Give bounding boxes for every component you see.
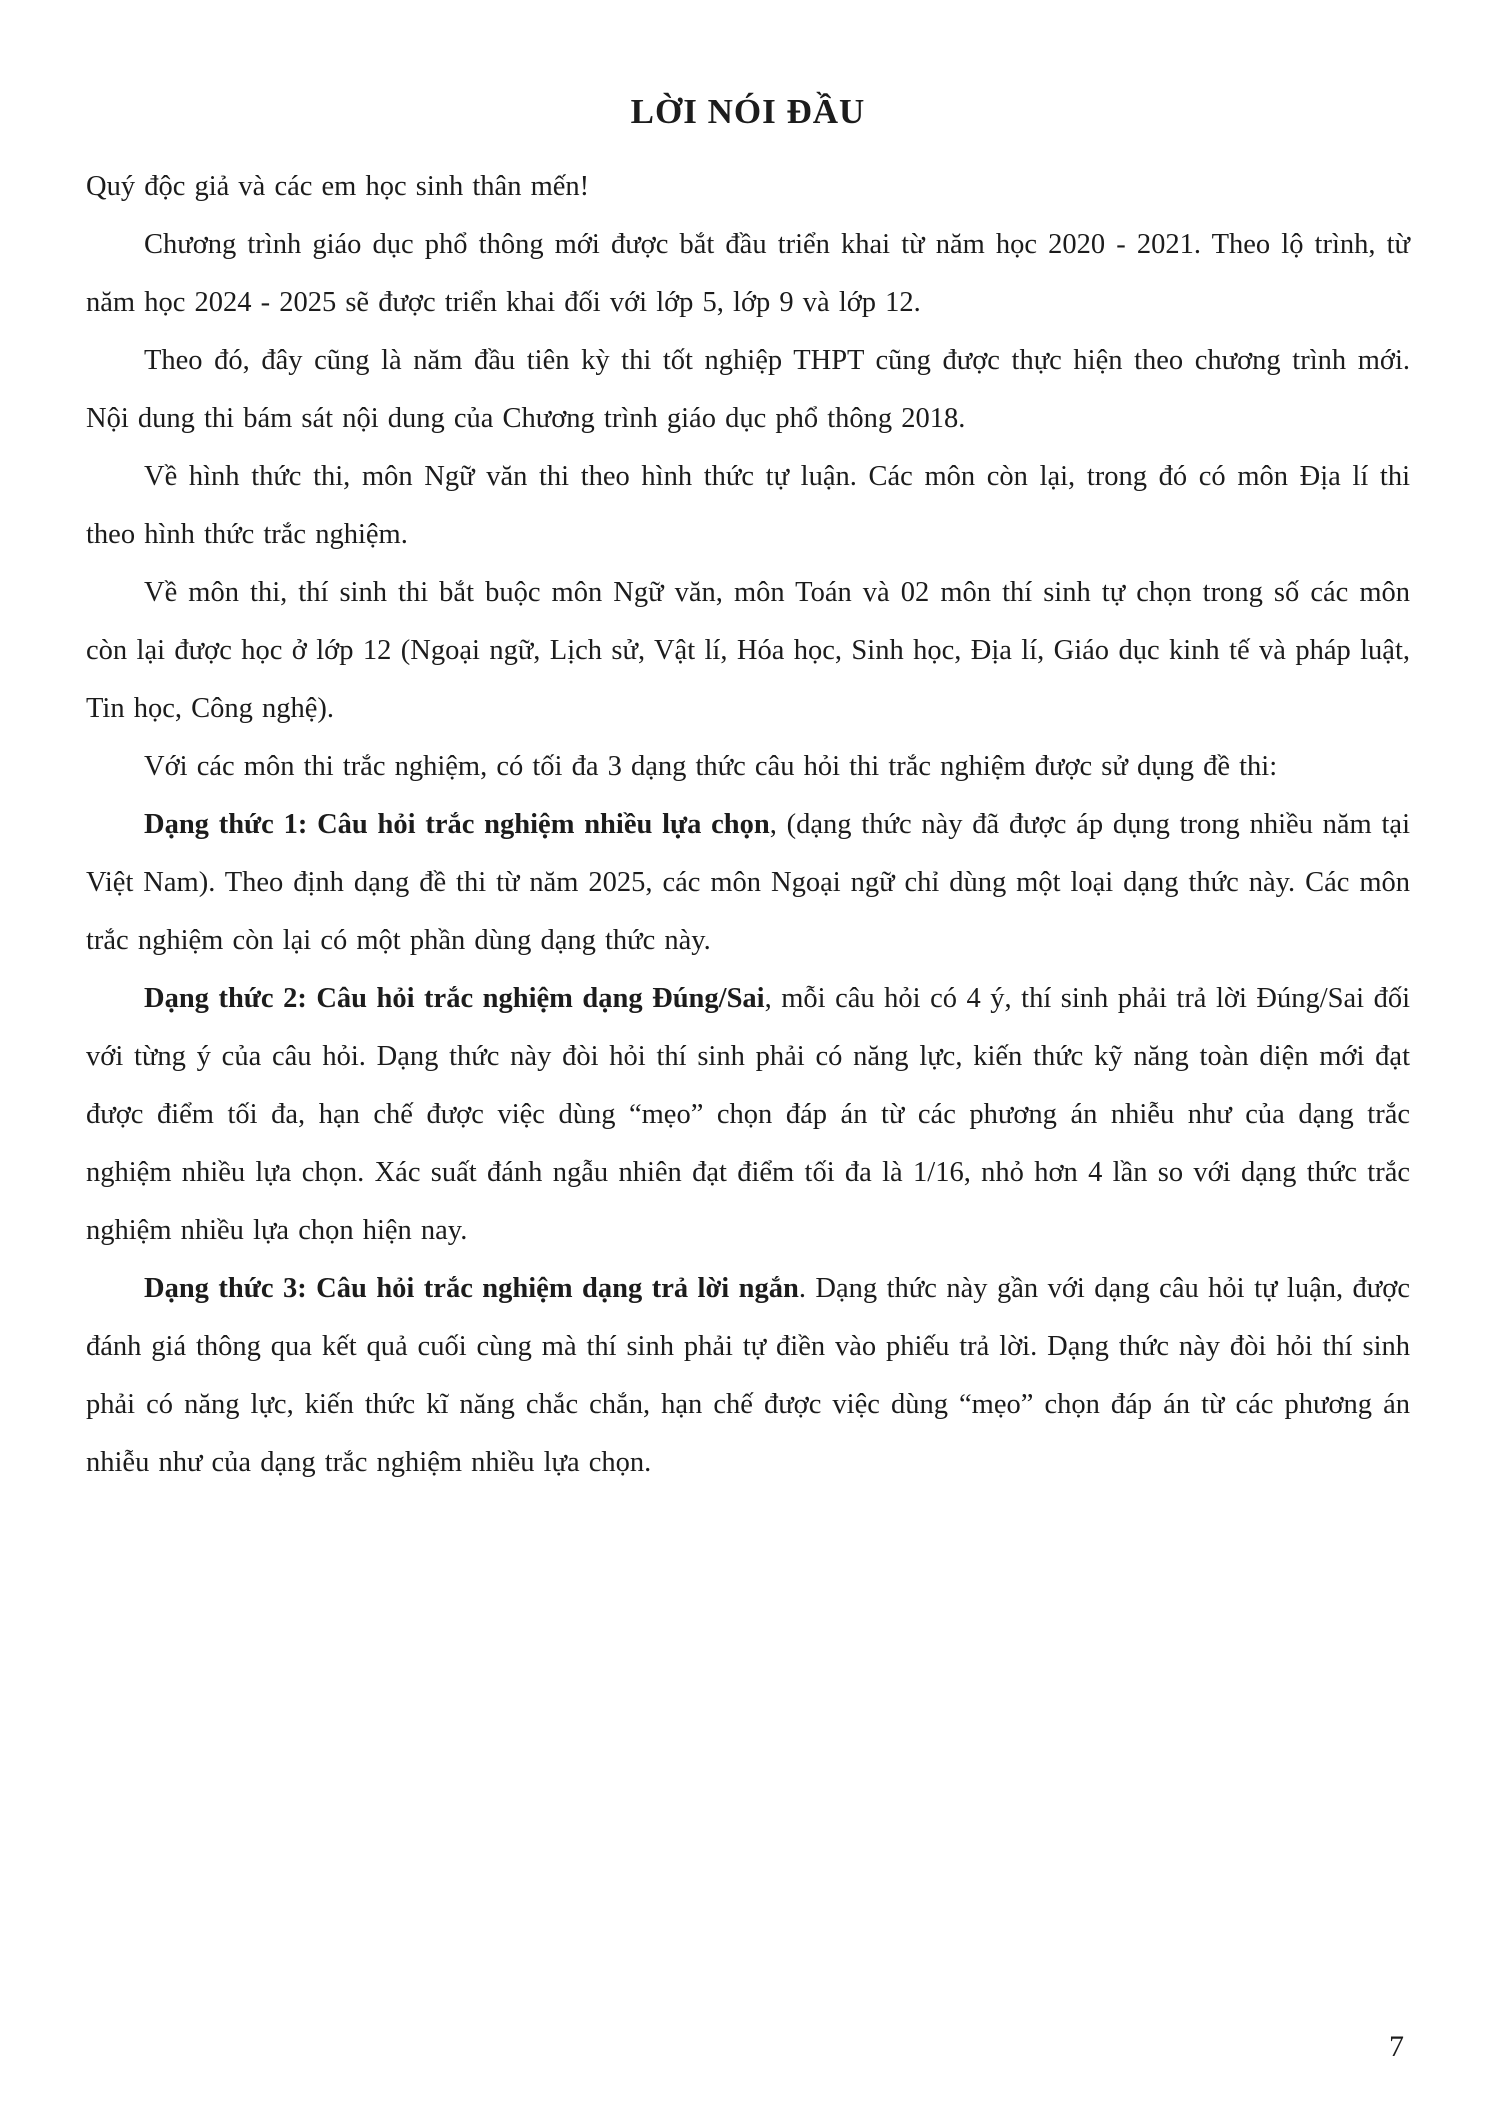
page-number: 7 <box>1389 2030 1404 2063</box>
paragraph <box>86 332 1410 448</box>
paragraph <box>86 448 1410 564</box>
paragraph <box>86 738 1410 796</box>
paragraph-format-3 <box>86 1260 1410 1492</box>
paragraph-lead-bold: Dạng thức 1: Câu hỏi trắc nghiệm nhiều lựa chọn <box>144 809 770 840</box>
paragraph-text: Về hình thức thi, môn Ngữ văn thi theo hình thức tự luận. Các môn còn lại, trong đó có môn Địa lí thi theo hình thức trắc nghiệm. <box>86 461 1410 550</box>
paragraph-greeting <box>86 158 1410 216</box>
paragraph-text: Quý độc giả và các em học sinh thân mến! <box>86 171 590 202</box>
paragraph-text: , (dạng thức này đã được áp dụng trong nhiều năm tại Việt Nam). Theo định dạng đề thi từ năm 2025, các môn Ngoại ngữ chỉ dùng một loại dạng thức này. Các môn trắc nghiệm còn lại có một phần dùng dạng thức này. <box>86 809 1410 956</box>
page-title: LỜI NÓI ĐẦU <box>630 92 866 131</box>
paragraph-format-1 <box>86 796 1410 970</box>
paragraph-text: Theo đó, đây cũng là năm đầu tiên kỳ thi tốt nghiệp THPT cũng được thực hiện theo chương trình mới. Nội dung thi bám sát nội dung của Chương trình giáo dục phổ thông 2018. <box>86 345 1410 434</box>
paragraph-text: , mỗi câu hỏi có 4 ý, thí sinh phải trả lời Đúng/Sai đối với từng ý của câu hỏi. Dạng thức này đòi hỏi thí sinh phải có năng lực, kiến thức kỹ năng toàn diện mới đạt được điểm tối đa, hạn chế được việc dùng “mẹo” chọn đáp án từ các phương án nhiễu như của dạng trắc nghiệm nhiều lựa chọn. Xác suất đánh ngẫu nhiên đạt điểm tối đa là 1/16, nhỏ hơn 4 lần so với dạng thức trắc nghiệm nhiều lựa chọn hiện nay. <box>86 983 1411 1246</box>
paragraph-text: Về môn thi, thí sinh thi bắt buộc môn Ngữ văn, môn Toán và 02 môn thí sinh tự chọn trong số các môn còn lại được học ở lớp 12 (Ngoại ngữ, Lịch sử, Vật lí, Hóa học, Sinh học, Địa lí, Giáo dục kinh tế và pháp luật, Tin học, Công nghệ). <box>86 577 1410 724</box>
paragraph-lead-bold: Dạng thức 3: Câu hỏi trắc nghiệm dạng trả lời ngắn <box>144 1273 799 1304</box>
paragraph-format-2 <box>86 970 1410 1260</box>
paragraph <box>86 216 1410 332</box>
paragraph-lead-bold: Dạng thức 2: Câu hỏi trắc nghiệm dạng Đúng/Sai <box>144 983 765 1014</box>
paragraph-text: Với các môn thi trắc nghiệm, có tối đa 3 dạng thức câu hỏi thi trắc nghiệm được sử dụng đề thi: <box>144 751 1278 782</box>
paragraph <box>86 564 1410 738</box>
paragraph-text: Chương trình giáo dục phổ thông mới được bắt đầu triển khai từ năm học 2020 - 2021. Theo lộ trình, từ năm học 2024 - 2025 sẽ được triển khai đối với lớp 5, lớp 9 và lớp 12. <box>86 229 1410 318</box>
paragraph-text: . Dạng thức này gần với dạng câu hỏi tự luận, được đánh giá thông qua kết quả cuối cùng mà thí sinh phải tự điền vào phiếu trả lời. Dạng thức này đòi hỏi thí sinh phải có năng lực, kiến thức kĩ năng chắc chắn, hạn chế được việc dùng “mẹo” chọn đáp án từ các phương án nhiễu như của dạng trắc nghiệm nhiều lựa chọn. <box>86 1273 1410 1478</box>
